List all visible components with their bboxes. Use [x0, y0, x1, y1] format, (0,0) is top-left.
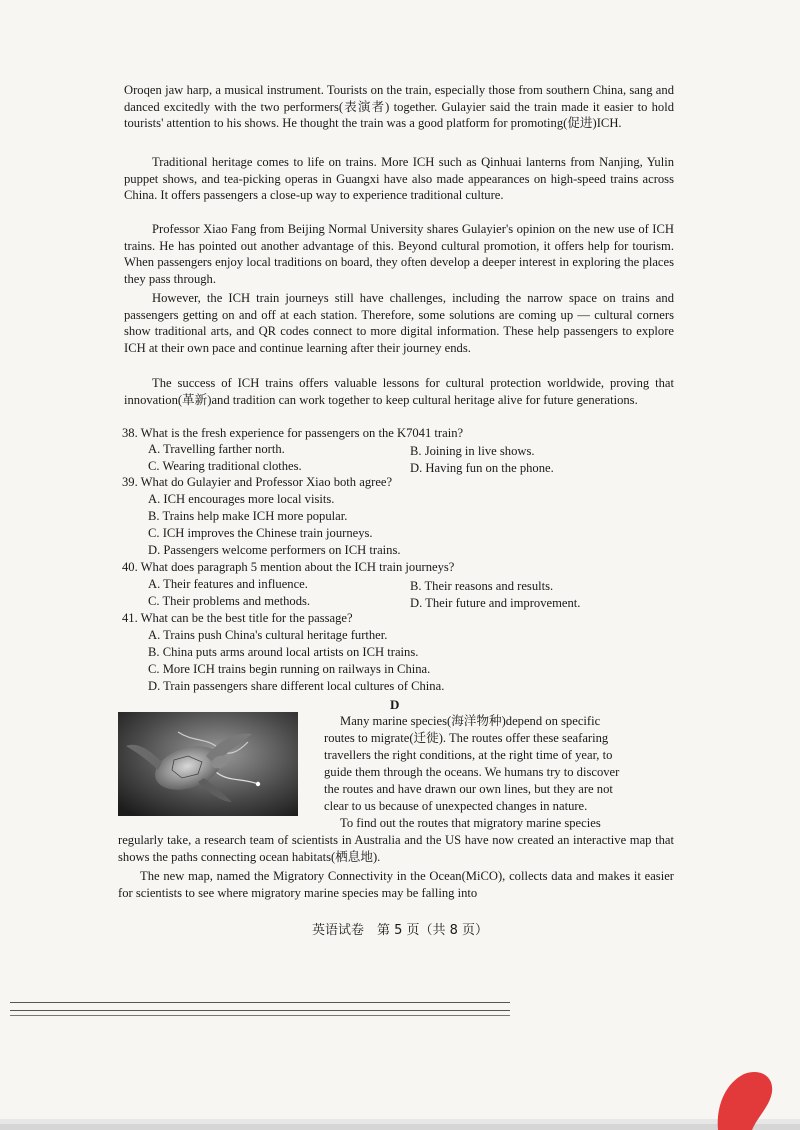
paragraph-text: Traditional heritage comes to life on trains. More ICH such as Qinhuai lanterns from Nanjing, Yulin puppet shows, and tea-picking operas in Guangxi have also made appearances on high-speed trains across China. It offers passengers a close-up way to experience traditional culture. — [124, 155, 674, 203]
wrapped-line: guide them through the oceans. We humans try to discover — [324, 765, 620, 779]
sea-turtle-image — [118, 712, 298, 816]
option-a[interactable]: A. Travelling farther north. — [148, 442, 285, 456]
question-stem: 39. What do Gulayier and Professor Xiao both agree? — [122, 475, 393, 489]
passage-paragraph: Oroqen jaw harp, a musical instrument. Tourists on the train, especially those from southern China, sang and danced excitedly with the two performers(表演者) together. Gulayier said the train made it easier to hold tourists' attention to his shows. He thought the train was a good platform for promoting(促进)ICH. — [124, 83, 674, 131]
paragraph-text: The new map, named the Migratory Connectivity in the Ocean(MiCO), collects data and makes it easier for scientists to see where migratory marine species may be falling into — [118, 869, 674, 900]
question-stem: 41. What can be the best title for the passage? — [122, 611, 353, 625]
option-c[interactable]: C. Their problems and methods. — [148, 594, 311, 608]
sea-turtle-photo — [118, 712, 298, 816]
option-b[interactable]: B. Trains help make ICH more popular. — [148, 509, 348, 523]
paragraph-text: However, the ICH train journeys still have challenges, including the narrow space on trains and passengers getting on and off at each station. Therefore, some solutions are coming up — cultural corners show traditional arts, and QR codes connect to more digital information. These help passengers to explore ICH at their own pace and continue learning after their journey ends. — [124, 291, 674, 356]
option-d[interactable]: D. Having fun on the phone. — [410, 461, 554, 475]
wrapped-line: clear to us because of unexpected changes in nature. — [324, 799, 588, 813]
option-b[interactable]: B. Their reasons and results. — [410, 579, 554, 593]
option-a[interactable]: A. Trains push China's cultural heritage further. — [148, 628, 388, 642]
option-a[interactable]: A. ICH encourages more local visits. — [148, 492, 335, 506]
question-stem: 40. What does paragraph 5 mention about the ICH train journeys? — [122, 560, 455, 574]
passage-paragraph — [118, 868, 674, 901]
option-c[interactable]: C. More ICH trains begin running on railways in China. — [148, 662, 431, 676]
page-footer: 英语试卷 第 5 页（共 8 页） — [311, 923, 489, 938]
option-c[interactable]: C. Wearing traditional clothes. — [148, 459, 302, 473]
red-pen-mark — [700, 1064, 780, 1130]
option-d[interactable]: D. Train passengers share different local cultures of China. — [148, 679, 445, 693]
passage-paragraph: regularly take, a research team of scientists in Australia and the US have now created an interactive map that shows the paths connecting ocean habitats(栖息地). — [118, 833, 674, 864]
paragraph-text: The success of ICH trains offers valuable lessons for cultural protection worldwide, proving that innovation(革新)and tradition can work together to keep cultural heritage alive for future generations. — [124, 376, 674, 407]
wrapped-line: Many marine species(海洋物种)depend on specific — [340, 714, 601, 728]
wrapped-line: To find out the routes that migratory marine species — [340, 816, 601, 830]
section-label: D — [390, 697, 400, 712]
page-bottom-edge — [0, 1124, 800, 1130]
option-b[interactable]: B. Joining in live shows. — [410, 444, 535, 458]
option-a[interactable]: A. Their features and influence. — [148, 577, 308, 591]
option-b[interactable]: B. China puts arms around local artists on ICH trains. — [148, 645, 419, 659]
question-stem: 38. What is the fresh experience for passengers on the K7041 train? — [122, 426, 464, 440]
divider-line — [10, 1015, 510, 1016]
option-d[interactable]: D. Their future and improvement. — [410, 596, 581, 610]
divider-line — [10, 1002, 510, 1003]
passage-paragraph — [124, 375, 674, 408]
paragraph-text: Professor Xiao Fang from Beijing Normal University shares Gulayier's opinion on the new use of ICH trains. He has pointed out another advantage of this. Beyond cultural promotion, it offers help for tourism. When passengers enjoy local traditions on board, they often develop a deeper interest in exploring the places they pass through. — [124, 222, 674, 287]
divider-line — [10, 1010, 510, 1011]
option-d[interactable]: D. Passengers welcome performers on ICH trains. — [148, 543, 401, 557]
option-c[interactable]: C. ICH improves the Chinese train journeys. — [148, 526, 373, 540]
wrapped-line: travellers the right conditions, at the right time of year, to — [324, 748, 613, 762]
passage-paragraph — [124, 290, 674, 357]
passage-paragraph — [124, 221, 674, 288]
wrapped-line: the routes and have drawn our own lines, but they are not — [324, 782, 613, 796]
wrapped-line: routes to migrate(迁徙). The routes offer these seafaring — [324, 731, 609, 745]
passage-paragraph — [124, 154, 674, 204]
